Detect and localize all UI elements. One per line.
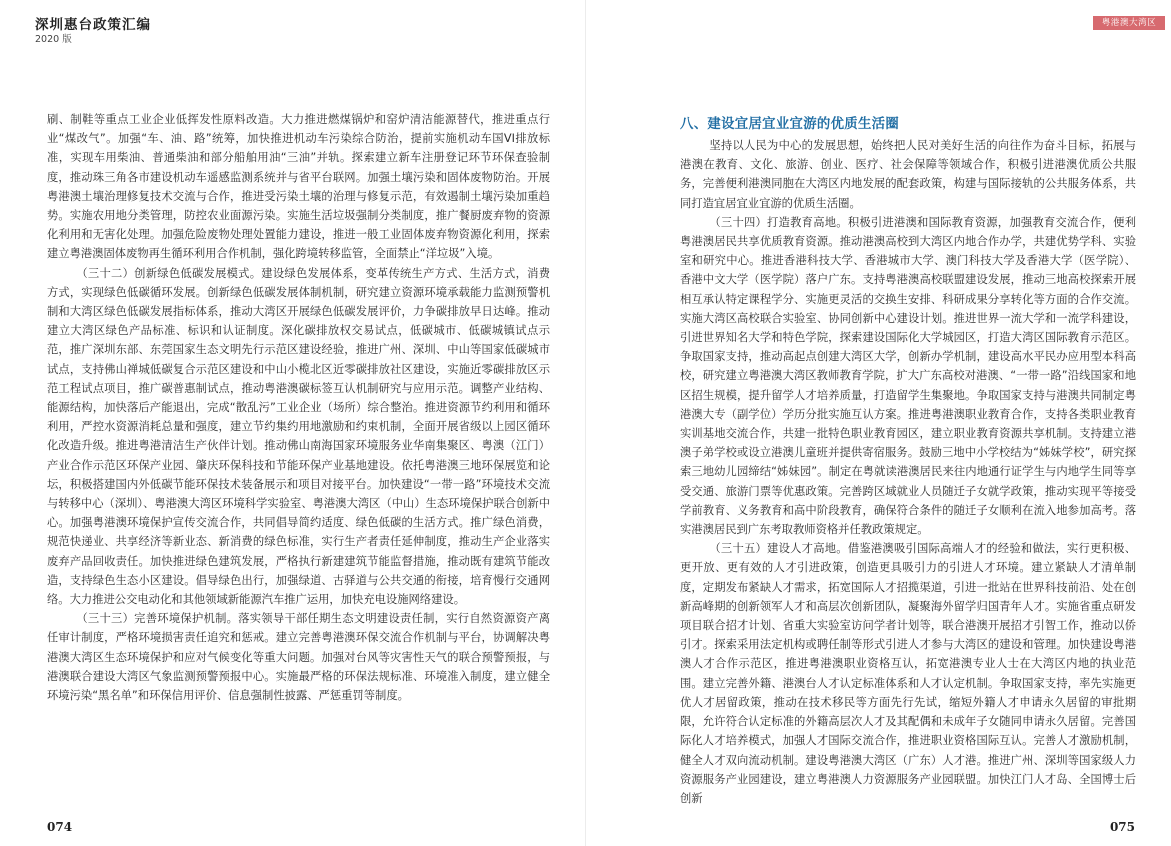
section-tab: 粤港澳大湾区 xyxy=(1093,16,1165,30)
right-page xyxy=(586,0,1171,846)
section-heading: 八、建设宜居宜业宜游的优质生活圈 xyxy=(680,117,900,132)
page-number-right: 075 xyxy=(1109,820,1135,834)
body-paragraph: 坚持以人民为中心的发展思想，始终把人民对美好生活的向往作为奋斗目标，拓展与港澳在教育、文化、旅游、创业、医疗、社会保障等领域合作，积极引进港澳优质公共服务，完善便利港澳同胞在大湾区内地发展的配套政策，构建与国际接轨的公共服务体系，共同打造宜居宜业宜游的优质生活圈。 xyxy=(680,139,1136,210)
left-page xyxy=(0,0,585,846)
body-paragraph: （三十二）创新绿色低碳发展模式。建设绿色发展体系，变革传统生产方式、生活方式，消费方式，实现绿色低碳循环发展。创新绿色低碳发展体制机制，研究建立资源环境承载能力监测预警机制和大湾区绿色低碳发展指标体系，推动大湾区开展绿色低碳发展评价，力争碳排放早日达峰。推动建立大湾区绿色产品标准、标识和认证制度。深化碳排放权交易试点，低碳城市、低碳城镇试点示范，推广深圳东部、东莞国家生态文明先行示范区建设经验，推进广州、深圳、中山等国家低碳城市试点，支持佛山禅城低碳复合示范区建设和中山小榄北区近零碳排放社区建设，实施近零碳排放区示范工程试点项目，推广碳普惠制试点，推动粤港澳碳标签互认机制研究与应用示范。调整产业结构、能源结构，加快落后产能退出，完成“散乱污”工业企业（场所）综合整治。推进资源节约利用和循环利用，严控水资源消耗总量和强度，建立节约集约用地激励和约束机制，全面开展省级以上园区循环化改造升级。推进粤港清洁生产伙伴计划。推动佛山南海国家环境服务业华南集聚区、粤澳（江门）产业合作示范区环保产业园、肇庆环保科技和节能环保产业基地建设。依托粤港澳三地环保展览和论坛，积极搭建国内外低碳节能环保技术装备展示和项目对接平台。加快建设“一带一路”环境技术交流与转移中心（深圳）、粤港澳大湾区环境科学实验室、粤港澳大湾区（中山）生态环境保护联合创新中心。加强粤港澳环境保护宣传交流合作，共同倡导简约适度、绿色低碳的生活方式。推广绿色消费，规范快递业、共享经济等新业态、新消费的绿色标准，实行生产者责任延伸制度，推动生产企业落实废弃产品回收责任。加快推进绿色建筑发展，严格执行新建建筑节能监督措施，推动既有建筑节能改造，支持绿色生态小区建设。倡导绿色出行，加强绿道、古驿道与公共交通的衔接，培育慢行交通网络。大力推进公交电动化和其他领域新能源汽车推广运用，加快充电设施网络建设。 xyxy=(47,266,550,607)
edition-label: 2020 版 xyxy=(35,34,72,45)
body-paragraph: 刷、制鞋等重点工业企业低挥发性原料改造。大力推进燃煤锅炉和窑炉清洁能源替代，推进重点行业“煤改气”。加强“车、油、路”统筹，加快推进机动车污染综合防治，提前实施机动车国VI排放标准，实现车用柴油、普通柴油和部分船舶用油“三油”并轨。探索建立新车注册登记环节环保查验制度，推动珠三角各市建设机动车遥感监测系统并与省平台联网。加强土壤污染和固体废物防治。开展粤港澳土壤治理修复技术交流与合作，推进受污染土壤的治理与修复示范，有效遏制土壤污染加重趋势。实施农用地分类管理，防控农业面源污染。实施生活垃圾强制分类制度，推广餐厨废弃物的资源化利用和无害化处理。加强危险废物处理处置能力建设，推进一般工业固体废弃物资源化利用，探索建立粤港澳固体废物再生循环利用合作机制，强化跨境转移监管，全面禁止“洋垃圾”入境。 xyxy=(47,113,550,261)
right-body-column xyxy=(680,114,1136,808)
body-paragraph: （三十四）打造教育高地。积极引进港澳和国际教育资源，加强教育交流合作，便利粤港澳居民共享优质教育资源。推动港澳高校到大湾区内地合作办学，共建优势学科、实验室和研究中心。推进香港科技大学、香港城市大学、澳门科技大学及香港大学（医学院）、香港中文大学（医学院）落户广东。支持粤港澳高校联盟建设发展，推动三地高校探索开展相互承认特定课程学分、实施更灵活的交换生安排、科研成果分享转化等方面的合作交流。实施大湾区高校联合实验室、协同创新中心建设计划。推进世界一流大学和一流学科建设，引进世界知名大学和特色学院，探索建设国际化大学城园区，打造大湾区国际教育示范区。争取国家支持，推动高起点创建大湾区大学，创新办学机制，建设高水平民办应用型本科高校，研究建立粤港澳大湾区教师教育学院，扩大广东高校对港澳、“一带一路”沿线国家和地区招生规模，提升留学人才培养质量，打造留学生集聚地。争取国家支持与港澳共同制定粤港澳大专（副学位）学历分批实施互认方案。推进粤港澳职业教育合作，支持各类职业教育实训基地交流合作，共建一批特色职业教育园区，建立职业教育资源共享机制。支持建立港澳子弟学校或设立港澳儿童班并提供寄宿服务。鼓励三地中小学校结为“姊妹学校”，研究探索三地幼儿园缔结“姊妹园”。制定在粤就读港澳居民来往内地通行证学生与内地学生同等享受交通、旅游门票等优惠政策。完善跨区域就业人员随迁子女就学政策，推动实现平等接受学前教育、义务教育和高中阶段教育，确保符合条件的随迁子女顺利在流入地参加高考。落实港澳居民到广东考取教师资格并任教政策规定。 xyxy=(680,215,1136,537)
body-paragraph: （三十三）完善环境保护机制。落实领导干部任期生态文明建设责任制，实行自然资源资产离任审计制度，严格环境损害责任追究和惩戒。建立完善粤港澳环保交流合作机制与平台，协调解决粤港澳大湾区生态环境保护和应对气候变化等重大问题。加强对台风等灾害性天气的联合预警预报，与港澳联合建设大湾区气象监测预警预报中心。实施最严格的环保法规标准、环境准入制度，建立健全环境污染“黑名单”和环保信用评价、信息强制性披露、严惩重罚等制度。 xyxy=(47,612,550,703)
running-title: 深圳惠台政策汇编 xyxy=(35,17,151,33)
left-body-column xyxy=(47,110,550,705)
page-number-left: 074 xyxy=(47,820,73,834)
body-paragraph: （三十五）建设人才高地。借鉴港澳吸引国际高端人才的经验和做法，实行更积极、更开放、更有效的人才引进政策，创造更具吸引力的引进人才环境。建立紧缺人才清单制度，定期发布紧缺人才需求，拓宽国际人才招揽渠道，引进一批站在世界科技前沿、处在创新高峰期的创新领军人才和高层次创新团队，凝聚海外留学归国青年人才。实施省重点研发项目联合招才计划、省重大实验室访问学者计划等，联合港澳开展招才引智工作，推动以侨引才。探索采用法定机构或聘任制等形式引进人才参与大湾区的建设和管理。加快建设粤港澳人才合作示范区，推进粤港澳职业资格互认，拓宽港澳专业人士在大湾区内地的执业范围。建立完善外籍、港澳台人才认定标准体系和人才认定机制。争取国家支持，率先实施更优人才居留政策，推动在技术移民等方面先行先试，缩短外籍人才申请永久居留的审批期限，允许符合认定标准的外籍高层次人才及其配偶和未成年子女随同申请永久居留。完善国际化人才培养模式，加强人才国际交流合作，推进职业资格国际互认。完善人才激励机制，健全人才双向流动机制。建设粤港澳大湾区（广东）人才港。推进广州、深圳等国家级人力资源服务产业园建设，建立粤港澳人力资源服务产业园联盟。加快江门人才岛、全国博士后创新 xyxy=(680,542,1136,805)
